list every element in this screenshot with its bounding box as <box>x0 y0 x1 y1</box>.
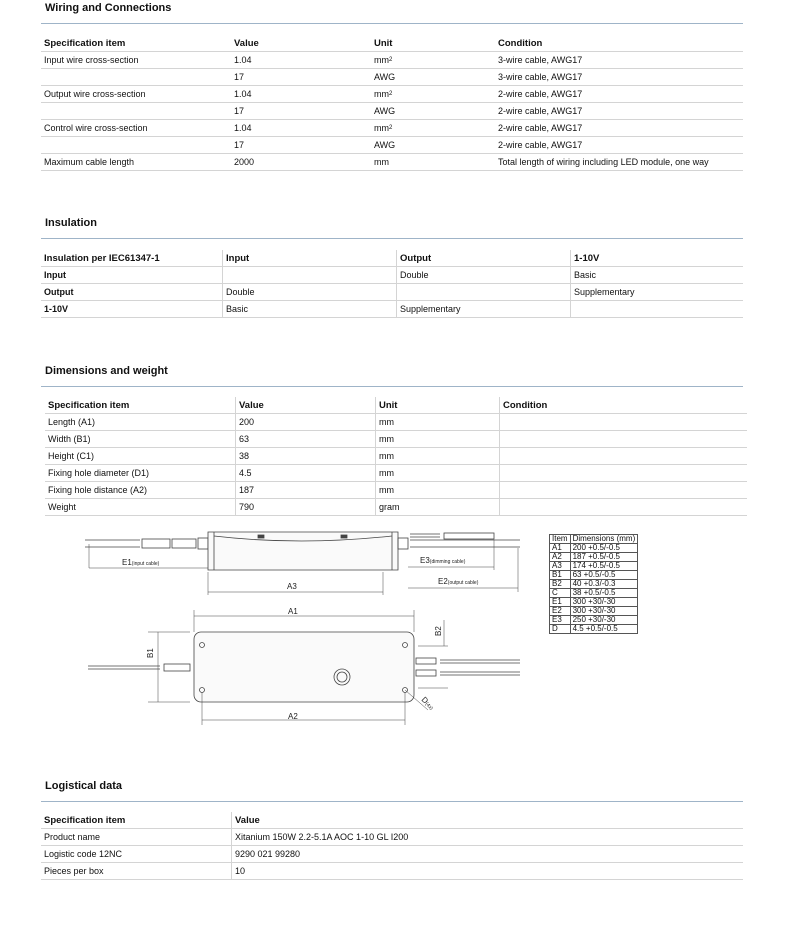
table-row <box>45 498 747 516</box>
column-header: 1-10V <box>570 250 743 266</box>
row-label-cell: 1-10V <box>44 303 69 314</box>
spec-item-cell: Product name <box>44 831 101 842</box>
column-header: Item <box>550 535 571 544</box>
dim-item-cell: D <box>550 625 571 634</box>
dim-item-cell: C <box>550 589 571 598</box>
spec-item-cell <box>41 136 231 153</box>
v110-cell: Supplementary <box>570 283 743 300</box>
table-header-row <box>41 250 743 267</box>
table-row <box>41 828 743 846</box>
insulation-table <box>41 250 743 318</box>
table-row <box>41 300 743 318</box>
input-cell <box>222 266 396 283</box>
output-cell <box>396 283 570 300</box>
unit-cell: mm 2 <box>374 88 393 99</box>
v110-cell <box>570 300 743 317</box>
value-cell: 1.04 <box>234 88 252 99</box>
table-header-row <box>41 812 743 829</box>
value-cell: 9290 021 99280 <box>231 845 743 862</box>
unit-cell: mm 2 <box>374 122 393 133</box>
dim-label-b1: B1 <box>146 648 155 658</box>
spec-item-cell: Width (B1) <box>48 433 91 444</box>
condition-cell: 3-wire cable, AWG17 <box>498 71 583 82</box>
table-row <box>41 85 743 103</box>
unit-cell: mm <box>375 430 499 447</box>
section-rule <box>41 23 743 24</box>
condition-cell: 2-wire cable, AWG17 <box>498 139 583 150</box>
value-cell: 200 <box>235 413 375 430</box>
unit-text: AWG <box>374 71 396 82</box>
column-header: Specification item <box>48 399 130 411</box>
table-row <box>45 413 747 431</box>
wiring-table <box>41 35 743 171</box>
dim-label-a1: A1 <box>288 607 298 616</box>
value-cell: Xitanium 150W 2.2-5.1A AOC 1-10 GL I200 <box>231 828 743 845</box>
table-row <box>41 845 743 863</box>
unit-text: mm <box>374 156 389 167</box>
value-cell: 10 <box>231 862 743 879</box>
unit-cell: mm <box>375 481 499 498</box>
table-row <box>45 447 747 465</box>
condition-cell: 2-wire cable, AWG17 <box>498 122 583 133</box>
dim-value-cell: 40 +0.3/-0.3 <box>570 580 638 589</box>
column-header: Value <box>234 37 259 49</box>
table-row <box>41 266 743 284</box>
dimensions-section-title: Dimensions and weight <box>45 365 168 377</box>
dim-value-cell: 250 +30/-30 <box>570 616 638 625</box>
condition-cell: 2-wire cable, AWG17 <box>498 105 583 116</box>
dimensions-table <box>45 397 747 517</box>
logistical-table <box>41 812 743 880</box>
condition-cell <box>499 498 747 515</box>
spec-item-cell: Weight <box>48 501 76 512</box>
unit-cell: mm <box>375 413 499 430</box>
spec-item-cell: Output wire cross-section <box>44 88 146 99</box>
condition-cell: 3-wire cable, AWG17 <box>498 54 583 65</box>
column-header: Dimensions (mm) <box>570 535 638 544</box>
value-cell: 187 <box>235 481 375 498</box>
value-cell: 2000 <box>234 156 255 167</box>
column-header: Specification item <box>44 37 126 49</box>
table-row <box>45 430 747 448</box>
value-cell: 1.04 <box>234 54 252 65</box>
dim-value-cell: 300 +30/-30 <box>570 607 638 616</box>
dim-label-e3: E3(dimming cable) <box>420 556 466 565</box>
v110-cell: Basic <box>570 266 743 283</box>
dim-item-cell: A1 <box>550 544 571 553</box>
section-rule <box>41 238 743 239</box>
unit-cell: mm 2 <box>374 54 393 65</box>
table-row <box>41 283 743 301</box>
column-header: Value <box>235 397 375 413</box>
table-row <box>550 625 638 634</box>
input-cell: Double <box>222 283 396 300</box>
column-header: Output <box>396 250 570 266</box>
spec-item-cell: Input wire cross-section <box>44 54 139 65</box>
unit-cell <box>371 153 495 170</box>
condition-cell <box>499 430 747 447</box>
spec-item-cell <box>41 102 231 119</box>
unit-cell <box>371 136 495 153</box>
condition-cell: Total length of wiring including LED module, one way <box>498 156 709 167</box>
unit-text: mm <box>374 88 389 99</box>
unit-text: mm <box>374 122 389 133</box>
spec-item-cell <box>41 68 231 85</box>
column-header: Condition <box>498 37 543 49</box>
drawing-dimension-table <box>549 534 638 634</box>
row-label-cell: Output <box>44 286 74 297</box>
dim-item-cell: E1 <box>550 598 571 607</box>
column-header: Specification item <box>44 814 126 826</box>
dim-value-cell: 300 +30/-30 <box>570 598 638 607</box>
insulation-section-title: Insulation <box>45 217 97 229</box>
unit-cell: mm <box>375 447 499 464</box>
column-header: Value <box>231 812 743 828</box>
dim-value-cell: 4.5 +0.5/-0.5 <box>570 625 638 634</box>
unit-cell <box>371 68 495 85</box>
spec-item-cell: Length (A1) <box>48 416 96 427</box>
input-cell: Basic <box>222 300 396 317</box>
dim-value-cell: 187 +0.5/-0.5 <box>570 553 638 562</box>
condition-cell <box>499 413 747 430</box>
unit-cell: mm <box>375 464 499 481</box>
value-cell: 790 <box>235 498 375 515</box>
unit-text: AWG <box>374 105 396 116</box>
spec-item-cell: Height (C1) <box>48 450 95 461</box>
table-row <box>45 464 747 482</box>
spec-item-cell: Maximum cable length <box>44 156 135 167</box>
column-header: Condition <box>499 397 747 413</box>
logistical-section-title: Logistical data <box>45 780 123 792</box>
unit-cell <box>371 102 495 119</box>
dim-value-cell: 200 +0.5/-0.5 <box>570 544 638 553</box>
dim-label-a2: A2 <box>288 712 298 721</box>
value-cell: 63 <box>235 430 375 447</box>
dim-item-cell: E2 <box>550 607 571 616</box>
table-header-row <box>41 35 743 52</box>
dimension-drawing <box>0 520 549 730</box>
dim-item-cell: B2 <box>550 580 571 589</box>
table-header-row <box>45 397 747 414</box>
table-row <box>41 136 743 154</box>
dim-label-b2: B2 <box>434 626 443 636</box>
row-label-cell: Input <box>44 269 66 280</box>
spec-item-cell: Fixing hole distance (A2) <box>48 484 148 495</box>
dim-label-d: D(4x) <box>419 695 435 712</box>
value-cell: 1.04 <box>234 122 252 133</box>
condition-cell: 2-wire cable, AWG17 <box>498 88 583 99</box>
table-row <box>41 862 743 880</box>
table-row <box>41 102 743 120</box>
column-header: Unit <box>374 37 393 49</box>
column-header: Insulation per IEC61347-1 <box>44 252 160 264</box>
dim-value-cell: 63 +0.5/-0.5 <box>570 571 638 580</box>
dim-label-a3: A3 <box>287 582 297 591</box>
table-row <box>41 119 743 137</box>
dim-item-cell: A3 <box>550 562 571 571</box>
dim-label-e1: E1(input cable) <box>122 558 160 567</box>
table-row <box>41 68 743 86</box>
dim-item-cell: B1 <box>550 571 571 580</box>
section-rule <box>41 386 743 387</box>
value-cell: 4.5 <box>235 464 375 481</box>
value-cell: 38 <box>235 447 375 464</box>
dim-label-e2: E2(output cable) <box>438 577 479 586</box>
value-cell: 17 <box>234 139 245 150</box>
spec-item-cell: Pieces per box <box>44 865 104 876</box>
condition-cell <box>499 481 747 498</box>
value-cell: 17 <box>234 71 245 82</box>
value-cell: 17 <box>234 105 245 116</box>
dim-item-cell: E3 <box>550 616 571 625</box>
dim-value-cell: 38 +0.5/-0.5 <box>570 589 638 598</box>
table-row <box>45 481 747 499</box>
unit-cell: gram <box>375 498 499 515</box>
condition-cell <box>499 464 747 481</box>
column-header: Unit <box>375 397 499 413</box>
unit-text: AWG <box>374 139 396 150</box>
table-row <box>41 51 743 69</box>
dim-value-cell: 174 +0.5/-0.5 <box>570 562 638 571</box>
output-cell: Double <box>396 266 570 283</box>
spec-item-cell: Fixing hole diameter (D1) <box>48 467 150 478</box>
output-cell: Supplementary <box>396 300 570 317</box>
table-row <box>41 153 743 171</box>
wiring-section-title: Wiring and Connections <box>45 2 172 14</box>
dim-item-cell: A2 <box>550 553 571 562</box>
section-rule <box>41 801 743 802</box>
spec-item-cell: Control wire cross-section <box>44 122 148 133</box>
condition-cell <box>499 447 747 464</box>
column-header: Input <box>222 250 396 266</box>
unit-text: mm <box>374 54 389 65</box>
spec-item-cell: Logistic code 12NC <box>44 848 123 859</box>
